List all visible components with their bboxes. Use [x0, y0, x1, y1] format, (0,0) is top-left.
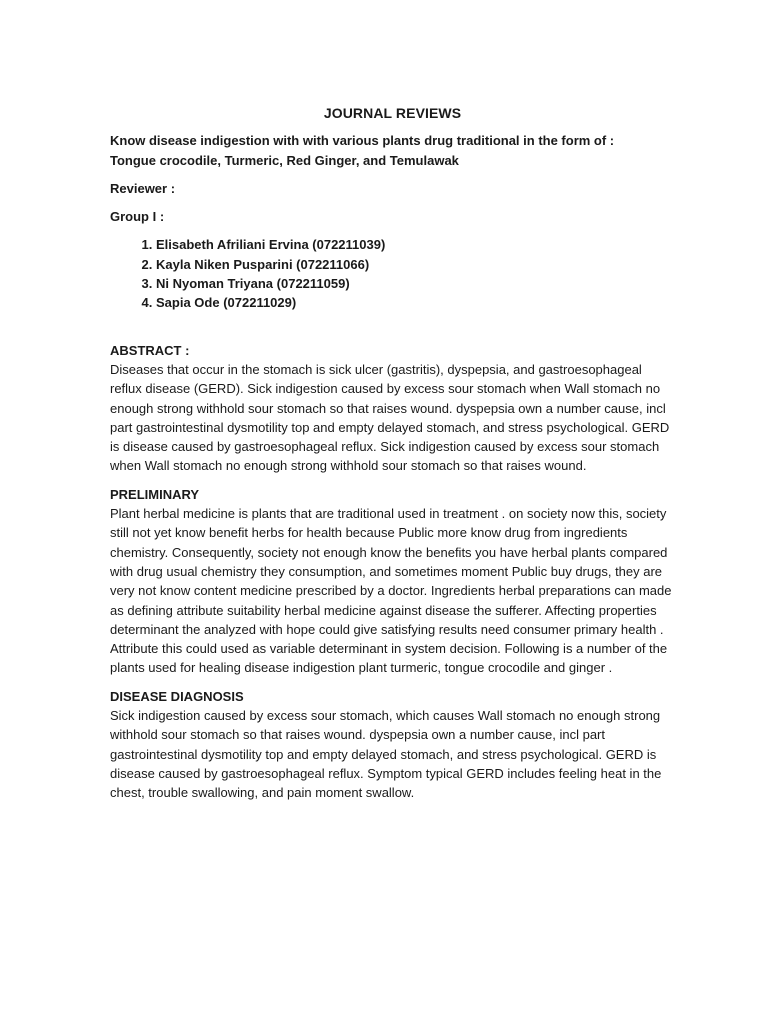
subtitle-line-2: Tongue crocodile, Turmeric, Red Ginger, and Temulawak	[110, 152, 459, 168]
diagnosis-heading: DISEASE DIAGNOSIS	[110, 688, 244, 704]
abstract-body: Diseases that occur in the stomach is sick ulcer (gastritis), dyspepsia, and gastroesophageal reflux disease (GERD). Sick indigestion caused by excess sour stomach when Wall stomach no enough strong withhold sour stomach so that raises wound. dyspepsia own a number cause, incl part gastrointestinal dysmotility top and empty delayed stomach, and stress psychological. GERD is disease caused by gastroesophageal reflux. Sick indigestion caused by excess sour stomach when Wall stomach no enough strong withhold sour stomach so that raises wound.	[110, 361, 670, 474]
document-page	[110, 104, 675, 803]
preliminary-heading: PRELIMINARY	[110, 486, 200, 502]
document-subtitle	[110, 131, 675, 170]
member-item: 3. Ni Nyoman Triyana (072211059)	[156, 274, 675, 293]
preliminary-body: Plant herbal medicine is plants that are traditional used in treatment . on society now this, society still not yet know benefit herbs for health because Public more know drug from ingredients chemistry. Consequently, society not enough know the benefits you have herbal plants compared with drug usual chemistry they consumption, and sometimes moment Public buy drugs, they are very not know content medicine prescribed by a doctor. Ingredients herbal preparations can made as defining attribute suitability herbal medicine against disease the sufferer. Affecting properties determinant the analyzed with hope could give satisfying results need consumer primary health . Attribute this could used as variable determinant in system decision. Following is a number of the plants used for healing disease indigestion plant turmeric, tongue crocodile and ginger .	[110, 506, 672, 676]
subtitle-line-1: Know disease indigestion with with various plants drug traditional in the form of :	[110, 133, 615, 149]
reviewer-label: Reviewer :	[110, 180, 176, 196]
abstract-heading: ABSTRACT :	[110, 342, 190, 358]
diagnosis-body: Sick indigestion caused by excess sour stomach, which causes Wall stomach no enough strong withhold sour stomach so that raises wound. dyspepsia own a number cause, incl part gastrointestinal dysmotility top and empty delayed stomach, and stress psychological. GERD is disease caused by gastroesophageal reflux. Symptom typical GERD includes feeling heat in the chest, trouble swallowing, and pain moment swallow.	[110, 708, 662, 801]
member-item: 1. Elisabeth Afriliani Ervina (072211039)	[156, 235, 675, 254]
group-label: Group I :	[110, 209, 165, 225]
member-item: 4. Sapia Ode (072211029)	[156, 293, 675, 312]
member-list	[110, 235, 675, 312]
document-title: JOURNAL REVIEWS	[323, 105, 462, 121]
member-item: 2. Kayla Niken Pusparini (072211066)	[156, 255, 675, 274]
